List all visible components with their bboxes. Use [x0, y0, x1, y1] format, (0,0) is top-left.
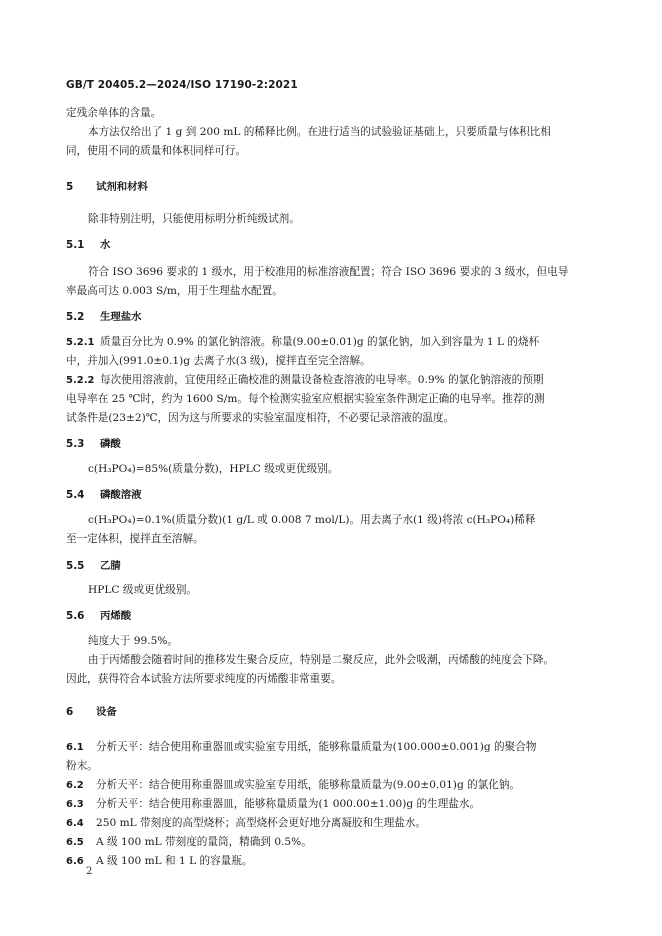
- item-number: 5.2.2: [66, 375, 95, 386]
- item-number: 6.6: [66, 856, 84, 867]
- item-6-1-line-2: 粉末。: [66, 760, 98, 772]
- item-text: 质量百分比为 0.9% 的氯化钠溶液。称量(9.00±0.01)g 的氯化钠，加入到容量为 1 L 的烧杯: [100, 336, 540, 348]
- item-text: 250 mL 带刻度的高型烧杯；高型烧杯会更好地分离凝胶和生理盐水。: [96, 817, 427, 829]
- item-number: 6.3: [66, 799, 84, 810]
- item-5-2-1: [66, 333, 539, 352]
- item-text: A 级 100 mL 带刻度的量筒，精确到 0.5%。: [96, 836, 312, 848]
- section-title: 水: [100, 239, 111, 251]
- section-5-3-text: c(H₃PO₄)=85%(质量分数)，HPLC 级或更优级别。: [88, 463, 339, 475]
- section-title: 试剂和材料: [96, 181, 148, 193]
- item-5-2-1-line-2: 中，并加入(991.0±0.1)g 去离子水(3 级)，搅拌直至完全溶解。: [66, 355, 371, 367]
- item-text: 分析天平：结合使用称重器皿或实验室专用纸，能够称量质量为(9.00±0.01)g 的氯化钠。: [96, 779, 521, 791]
- item-number: 5.2.1: [66, 337, 95, 348]
- section-number: 5: [66, 181, 74, 193]
- section-5-6-line-3: 因此，获得符合本试验方法所要求纯度的丙烯酸非常重要。: [66, 673, 342, 685]
- section-5-5-text: HPLC 级或更优级别。: [88, 584, 198, 596]
- item-number: 6.5: [66, 837, 84, 848]
- item-number: 6.4: [66, 818, 84, 829]
- section-5-6-line-2: 由于丙烯酸会随着时间的推移发生聚合反应，特别是二聚反应，此外会吸潮，丙烯酸的纯度会下降。: [88, 654, 555, 666]
- section-number: 5.4: [66, 489, 85, 501]
- section-5-1-line-2: 率最高可达 0.003 S/m，用于生理盐水配置。: [66, 285, 283, 297]
- section-number: 5.1: [66, 239, 85, 251]
- item-6-4: [66, 814, 426, 833]
- section-5-4-line-1: c(H₃PO₄)=0.1%(质量分数)(1 g/L 或 0.008 7 mol/L)。用去离子水(1 级)将浓 c(H₃PO₄)稀释: [88, 514, 536, 526]
- section-title: 乙腈: [100, 560, 121, 572]
- section-title: 设备: [96, 706, 117, 718]
- standard-header: GB/T 20405.2—2024/ISO 17190-2:2021: [66, 79, 298, 91]
- section-6-heading: [66, 703, 117, 722]
- section-number: 5.3: [66, 438, 85, 450]
- section-5-3-heading: [66, 435, 121, 454]
- section-5-2-heading: [66, 308, 142, 327]
- item-5-2-2: [66, 371, 543, 390]
- section-title: 磷酸: [100, 438, 121, 450]
- item-number: 6.2: [66, 780, 84, 791]
- section-5-1-heading: [66, 236, 110, 255]
- section-title: 磷酸溶液: [100, 489, 142, 501]
- item-5-2-2-line-3: 试条件是(23±2)℃，因为这与所要求的实验室温度相符，不必要记录溶液的温度。: [66, 412, 455, 424]
- section-5-4-line-2: 至一定体积，搅拌直至溶解。: [66, 533, 204, 545]
- section-number: 5.6: [66, 610, 85, 622]
- section-5-1-line-1: 符合 ISO 3696 要求的 1 级水，用于校准用的标准溶液配置；符合 ISO 3696 要求的 3 级水，但电导: [88, 266, 569, 278]
- section-title: 丙烯酸: [100, 610, 132, 622]
- intro-line-3: 同，使用不同的质量和体积同样可行。: [66, 145, 247, 157]
- section-5-5-heading: [66, 557, 121, 576]
- section-number: 5.5: [66, 560, 85, 572]
- item-6-5: [66, 833, 312, 852]
- section-5-6-heading: [66, 607, 131, 626]
- section-number: 6: [66, 706, 74, 718]
- section-5-text: 除非特别注明，只能使用标明分析纯级试剂。: [88, 213, 300, 225]
- section-number: 5.2: [66, 311, 85, 323]
- item-6-1: [66, 738, 536, 757]
- item-text: A 级 100 mL 和 1 L 的容量瓶。: [96, 855, 253, 867]
- item-6-6: [66, 852, 252, 871]
- section-5-4-heading: [66, 486, 142, 505]
- item-6-2: [66, 776, 520, 795]
- section-5-6-line-1: 纯度大于 99.5%。: [88, 635, 178, 647]
- item-6-3: [66, 795, 480, 814]
- item-5-2-2-line-2: 电导率在 25 ℃时，约为 1600 S/m。每个检测实验室应根据实验室条件测定正确的电导率。推荐的测: [66, 393, 545, 405]
- section-5-heading: [66, 178, 148, 197]
- section-title: 生理盐水: [100, 311, 142, 323]
- intro-line-2: 本方法仅给出了 1 g 到 200 mL 的稀释比例。在进行适当的试验验证基础上，只要质量与体积比相: [88, 126, 551, 138]
- item-text: 分析天平：结合使用称重器皿或实验室专用纸，能够称量质量为(100.000±0.001)g 的聚合物: [96, 741, 537, 753]
- item-text: 分析天平：结合使用称重器皿，能够称量质量为(1 000.00±1.00)g 的生理盐水。: [96, 798, 481, 810]
- item-number: 6.1: [66, 742, 84, 753]
- item-text: 每次使用溶液前，宜使用经正确校准的测量设备检查溶液的电导率。0.9% 的氯化钠溶液的预期: [100, 374, 544, 386]
- intro-line-1: 定残余单体的含量。: [66, 107, 162, 119]
- page-number: 2: [86, 866, 93, 877]
